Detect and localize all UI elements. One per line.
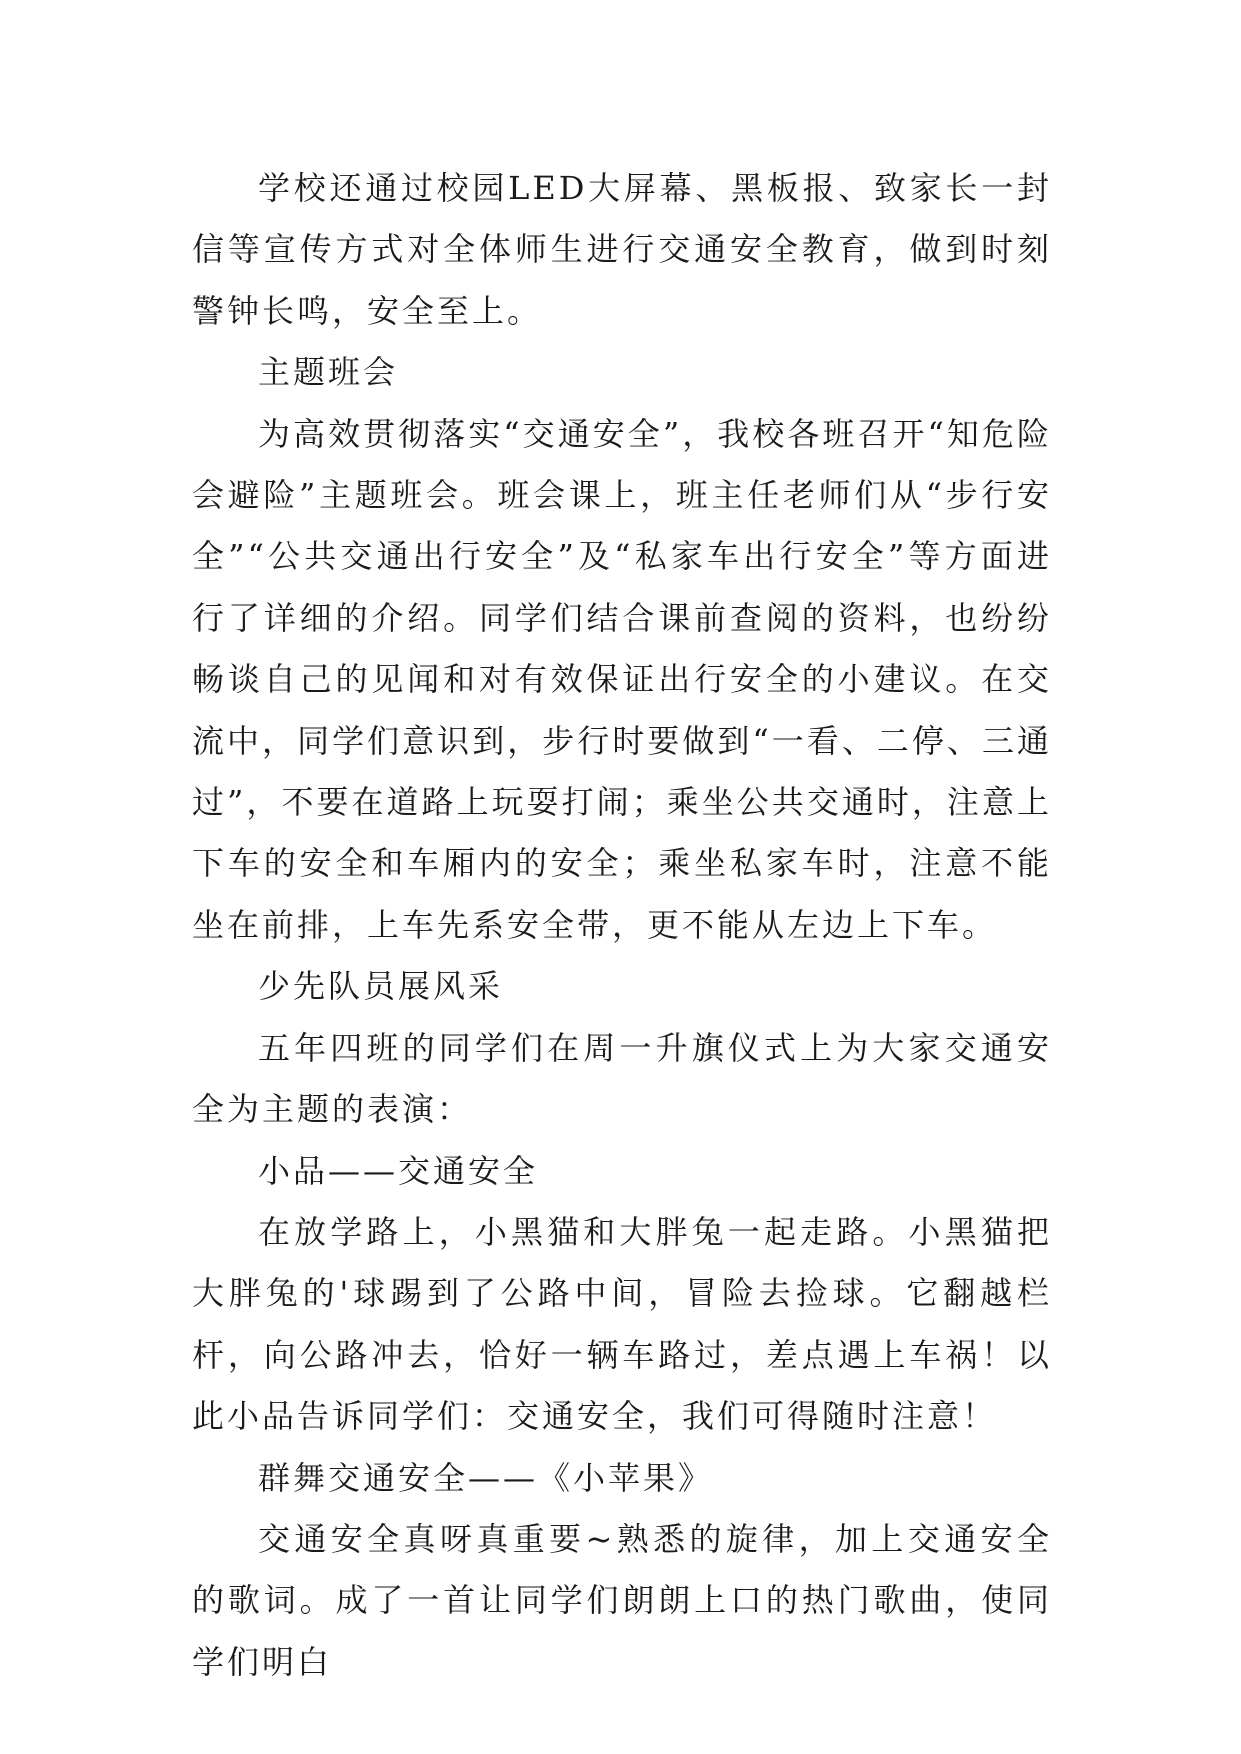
- paragraph-performance: 五年四班的同学们在周一升旗仪式上为大家交通安全为主题的表演：: [192, 1028, 1052, 1129]
- paragraph-class-meeting: 为高效贯彻落实“交通安全”，我校各班召开“知危险会避险”主题班会。班会课上，班主任老师们从“步行安全”“公共交通出行安全”及“私家车出行安全”等方面进行了详细的介绍。同学们结合课前查阅的资料，也纷纷畅谈自己的见闻和对有效保证出行安全的小建议。在交流中，同学们意识到，步行时要做到“一看、二停、三通过”，不要在道路上玩耍打闹；乘坐公共交通时，注意上下车的安全和车厢内的安全；乘坐私家车时，注意不能坐在前排，上车先系安全带，更不能从左边上下车。: [192, 414, 1052, 944]
- heading-class-meeting: 主题班会: [258, 353, 399, 392]
- paragraph-publicity: 学校还通过校园LED大屏幕、黑板报、致家长一封信等宣传方式对全体师生进行交通安全教育，做到时刻警钟长鸣，安全至上。: [192, 169, 1052, 330]
- paragraph-group-dance: 交通安全真呀真重要~熟悉的旋律，加上交通安全的歌词。成了一首让同学们朗朗上口的热门歌曲，使同学们明白: [192, 1519, 1052, 1681]
- paragraph-skit: 在放学路上，小黑猫和大胖兔一起走路。小黑猫把大胖兔的'球踢到了公路中间，冒险去捡球。它翻越栏杆，向公路冲去，恰好一辆车路过，差点遇上车祸！以此小品告诉同学们：交通安全，我们可得随时注意！: [192, 1212, 1052, 1436]
- heading-young-pioneers: 少先队员展风采: [258, 967, 504, 1006]
- document-body: [192, 158, 1052, 1693]
- heading-skit: 小品——交通安全: [258, 1151, 539, 1190]
- heading-group-dance: 群舞交通安全——《小苹果》: [258, 1458, 714, 1497]
